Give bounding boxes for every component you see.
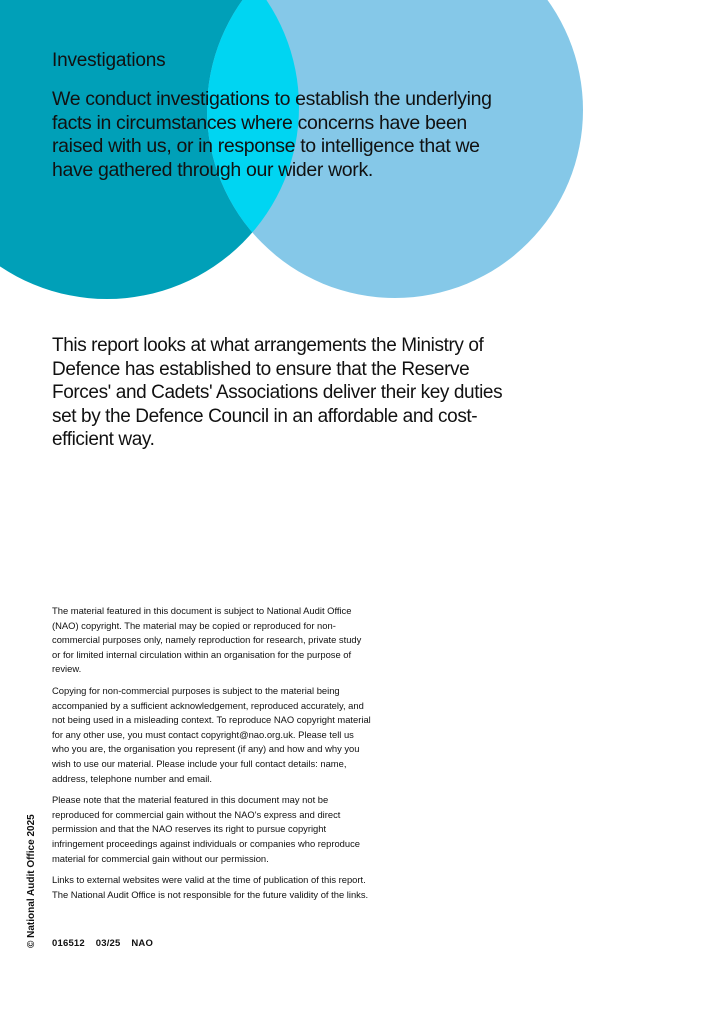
publication-date: 03/25 <box>95 938 121 949</box>
legal-paragraph: Copying for non-commercial purposes is subject to the material being accompanied by a sufficient acknowledgement, reproduced accurately, and not being used in a misleading context. To reproduce NAO copyright material for any other use, you must contact copyright@nao.org.uk. Please tell us who you are, the organisation you represent (if any) and how and why you wish to use our material. Please include your full contact details: name, address, telephone number and email. <box>52 684 371 784</box>
report-number: 016512 <box>52 938 85 949</box>
legal-paragraph: Please note that the material featured in this document may not be reproduced for commercial gain without the NAO's express and direct permission and that the NAO reserves its right to pursue copyright infringement proceedings against individuals or companies who reproduce material for commercial gain without our permission. <box>52 794 360 864</box>
report-summary: This report looks at what arrangements the Ministry of Defence has established to ensure that the Reserve Forces' and Cadets' Associations deliver their key duties set by the Defence Council in an affordable and cost-efficient way. <box>52 335 503 450</box>
section-title: Investigations <box>52 50 166 71</box>
org-abbreviation: NAO <box>131 938 154 949</box>
section-lead-text: We conduct investigations to establish the underlying facts in circumstances where concerns have been raised with us, or in response to intelligence that we have gathered through our wider work. <box>52 88 492 181</box>
legal-paragraph: Links to external websites were valid at the time of publication of this report. The National Audit Office is not responsible for the future validity of the links. <box>52 874 369 900</box>
copyright-label: © National Audit Office 2025 <box>26 814 37 948</box>
copyright-notice <box>52 604 372 909</box>
legal-paragraph: The material featured in this document is subject to National Audit Office (NAO) copyright. The material may be copied or reproduced for non-commercial purposes only, namely reproduction for research, private study or for limited internal circulation within an organisation for the purpose of review. <box>52 605 362 675</box>
publication-code <box>52 938 161 949</box>
